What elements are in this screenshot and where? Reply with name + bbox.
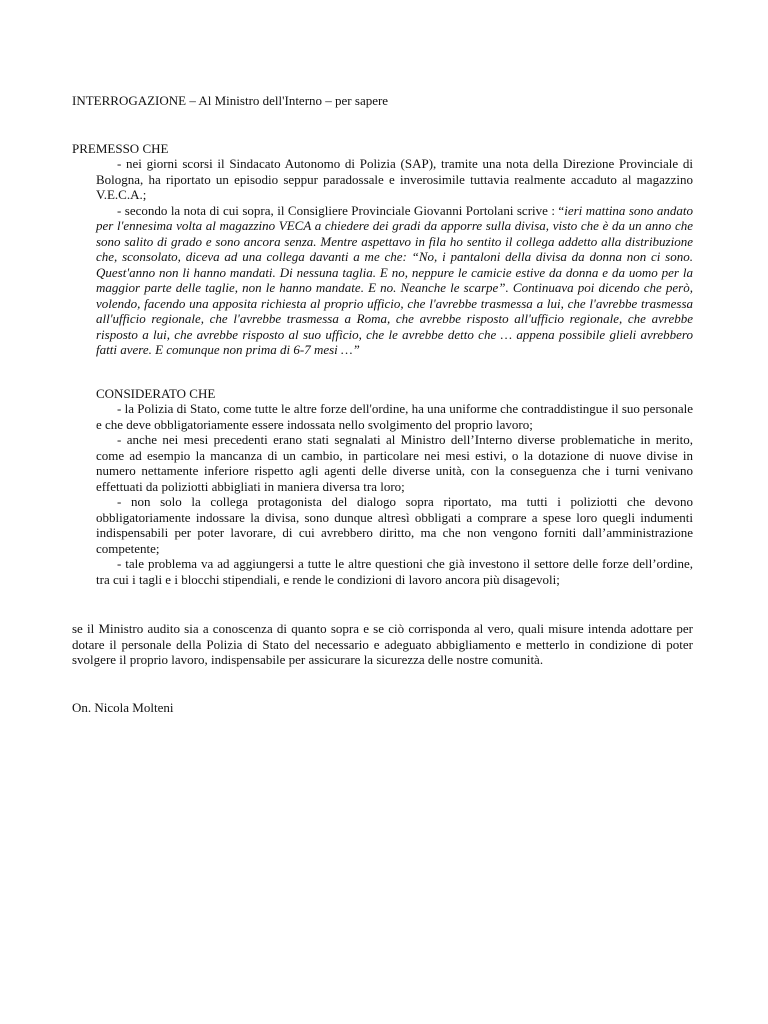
- premesso-quote: ieri mattina sono andato per l'ennesima volta al magazzino VECA a chiedere dei gradi da apporre sulla divisa, visto che è da un anno che sono salito di grado e sono ancora senza. Mentre aspettavo in fila ho sentito il collega addetto alla distribuzione che, sconsolato, diceva ad una collega davanti a me che: “No, i pantaloni della divisa da donna non ci sono. Quest'anno non li hanno mandati. Di nessuna taglia. E no, neppure le camicie estive da donna e da uomo per la maggior parte delle taglie, non le hanno mandate. E no. Neanche le scarpe”. Continuava poi dicendo che però, volendo, facendo una apposita richiesta al proprio ufficio, che l'avrebbe trasmessa a lui, che l'avrebbe trasmessa all'ufficio regionale, che l'avrebbe trasmessa a Roma, che avrebbe risposto all'ufficio regionale, che avrebbe risposto a lui, che avrebbe risposto al suo ufficio, che le avrebbe detto che … appena possibile glieli avrebbero fatti avere. E comunque non prima di 6-7 mesi …”: [96, 202, 693, 357]
- premesso-body: [96, 156, 693, 358]
- considerato-section: [96, 386, 693, 588]
- considerato-paragraph-2: - anche nei mesi precedenti erano stati segnalati al Ministro dell’Interno diverse problematiche in merito, come ad esempio la mancanza di un cambio, in particolare nei mesi estivi, o la dotazione di nuove divise in numero nettamente inferiore rispetto agli agenti delle diverse unità, con la conseguenza che i turni venivano effettuati da poliziotti abbigliati in maniera diversa tra loro;: [96, 432, 693, 494]
- closing-request: se il Ministro audito sia a conoscenza di quanto sopra e se ciò corrisponda al vero, quali misure intenda adottare per dotare il personale della Polizia di Stato del necessario e adeguato abbigliamento e metterlo in condizione di poter svolgere il proprio lavoro, indispensabile per assicurare la sicurezza delle nostre comunità.: [72, 621, 693, 667]
- spacer: [72, 668, 693, 700]
- considerato-paragraph-1: - la Polizia di Stato, come tutte le altre forze dell'ordine, ha una uniforme che contraddistingue il suo personale e che deve obbligatoriamente essere indossata nello svolgimento del proprio lavoro;: [96, 401, 693, 432]
- spacer: [72, 109, 693, 141]
- premesso-label: PREMESSO CHE: [72, 140, 169, 156]
- considerato-paragraph-4: - tale problema va ad aggiungersi a tutte le altre questioni che già investono il settore delle forze dell’ordine, tra cui i tagli e i blocchi stipendiali, e rende le condizioni di lavoro ancora più disagevoli;: [96, 556, 693, 587]
- spacer: [72, 587, 693, 621]
- signature: On. Nicola Molteni: [72, 699, 174, 715]
- spacer: [72, 358, 693, 386]
- premesso-paragraph-1: - nei giorni scorsi il Sindacato Autonomo di Polizia (SAP), tramite una nota della Direzione Provinciale di Bologna, ha riportato un episodio seppur paradossale e inverosimile tuttavia realmente accaduto al magazzino V.E.C.A.;: [96, 156, 693, 202]
- considerato-paragraph-3: - non solo la collega protagonista del dialogo sopra riportato, ma tutti i poliziotti che devono obbligatoriamente indossare la divisa, sono dunque altresì obbligati a comprare a spese loro quegli indumenti indispensabili per poter lavorare, di cui avrebbero diritto, ma che non vengono forniti dall’amministrazione competente;: [96, 494, 693, 556]
- document-page: [72, 93, 693, 715]
- considerato-label: CONSIDERATO CHE: [96, 385, 216, 401]
- premesso-paragraph-2-lead: - secondo la nota di cui sopra, il Consigliere Provinciale Giovanni Portolani scrive : “: [117, 202, 565, 218]
- premesso-section: [72, 141, 693, 358]
- document-title: INTERROGAZIONE – Al Ministro dell'Interno – per sapere: [72, 93, 389, 108]
- premesso-paragraph-2: [96, 203, 693, 358]
